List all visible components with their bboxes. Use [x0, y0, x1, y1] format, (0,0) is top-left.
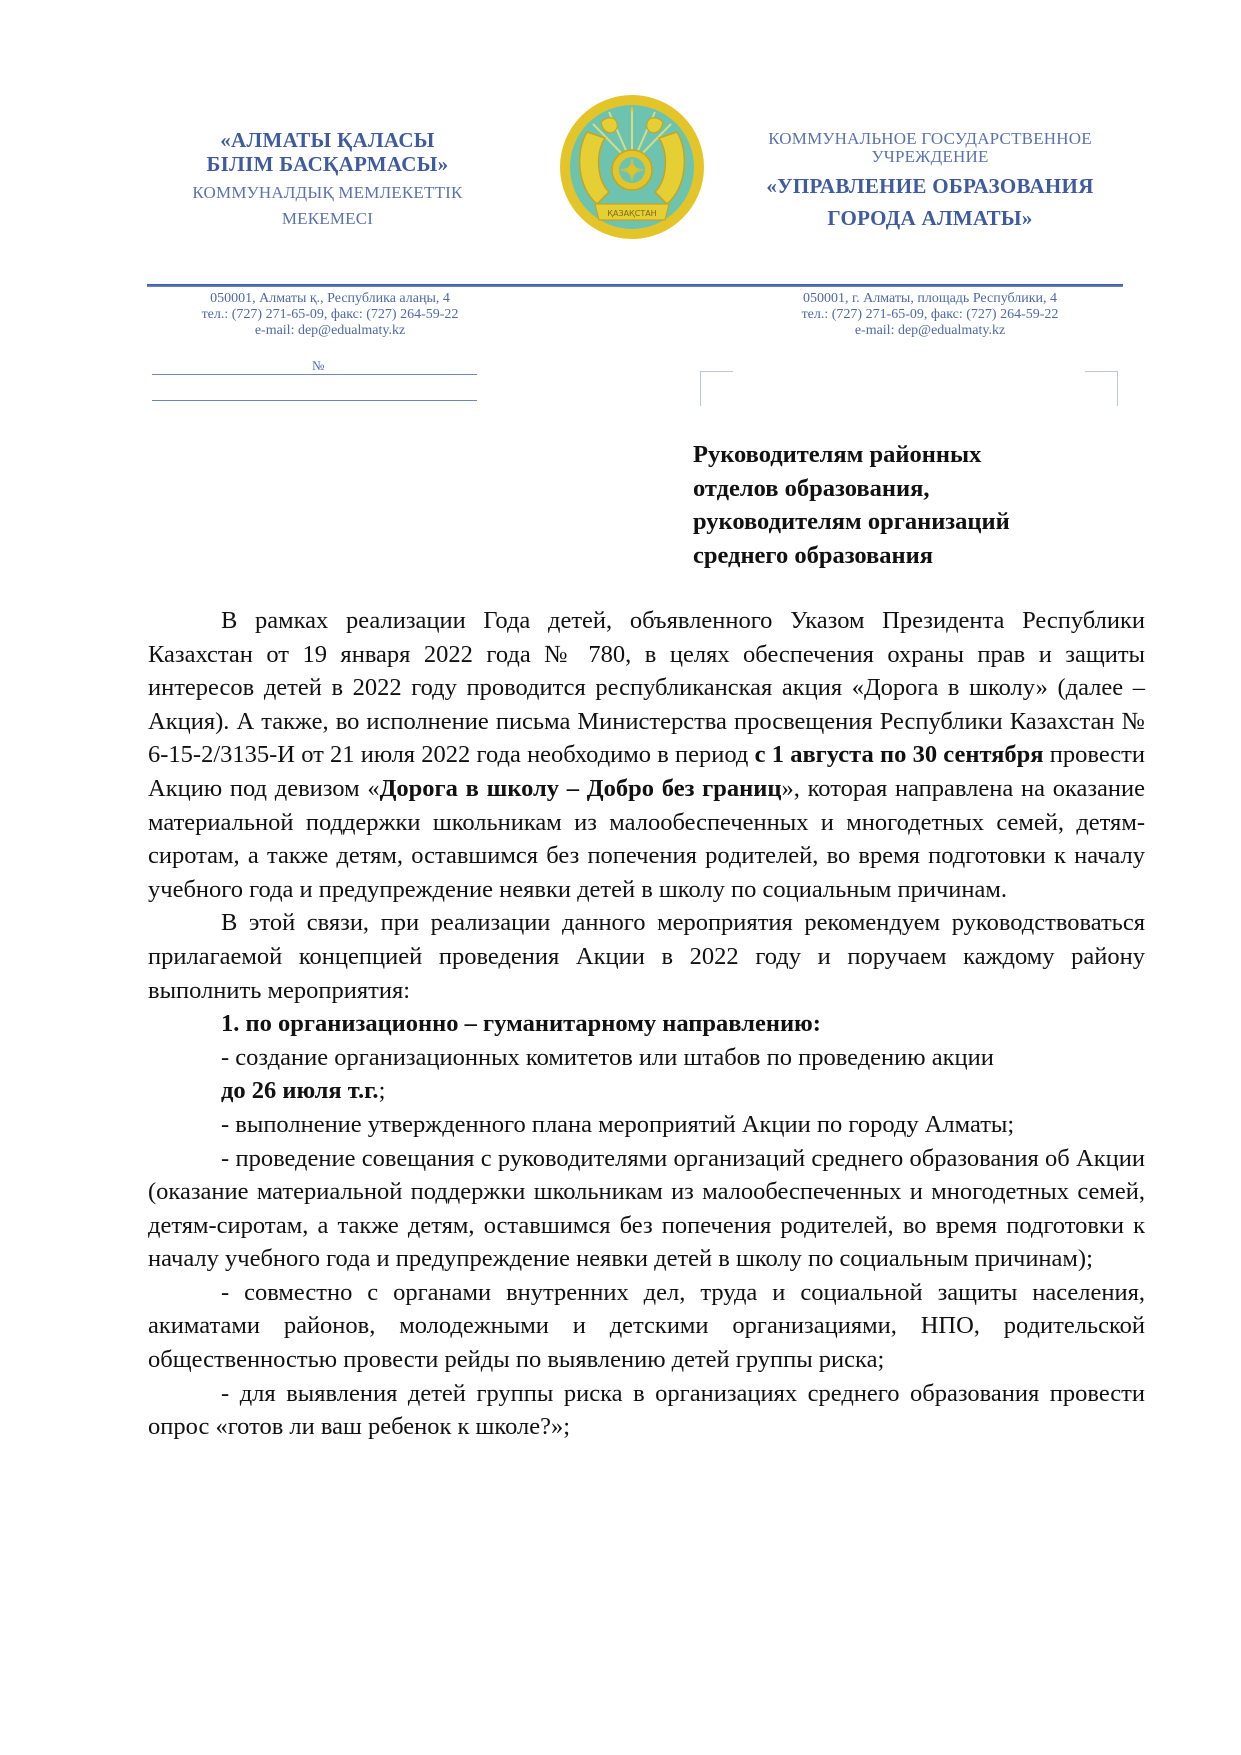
list-item: - для выявления детей группы риска в организациях среднего образования провести опрос «готов ли ваш ребенок к школе?»;	[148, 1379, 1145, 1441]
list-item	[148, 1041, 1145, 1075]
outgoing-number-field	[152, 358, 477, 375]
org-name-kazakh-line1: «АЛМАТЫ ҚАЛАСЫ	[220, 128, 435, 152]
address-russian	[745, 291, 1115, 339]
list-item-text: - создание организационных комитетов или штабов по проведению акции	[221, 1043, 994, 1071]
kazakhstan-state-emblem-icon	[557, 92, 707, 242]
list-item-continuation	[148, 1074, 1145, 1108]
recipient-box-corner-left	[700, 371, 733, 406]
paragraph-instructions: В этой связи, при реализации данного мероприятия рекомендуем руководствоваться прилагаемой концепцией проведения Акции в 2022 году и поручаем каждому району выполнить мероприятия:	[148, 909, 1145, 1004]
address-russian-phone: тел.: (727) 271-65-09, факс: (727) 264-59-22	[801, 307, 1059, 322]
letter-body	[148, 604, 1145, 1444]
address-russian-street: 050001, г. Алматы, площадь Республики, 4	[802, 291, 1058, 306]
address-kazakh	[150, 291, 510, 339]
addressee-line: Руководителям районных	[693, 441, 982, 468]
org-type-kazakh-line1: КОММУНАЛДЫҚ МЕМЛЕКЕТТІК	[192, 183, 463, 202]
org-name-russian-line2: ГОРОДА АЛМАТЫ»	[827, 206, 1033, 230]
org-name-kazakh-line2: БІЛІМ БАСҚАРМАСЫ»	[206, 152, 449, 176]
recipient-box-corner-right	[1085, 371, 1118, 406]
letterhead-left	[150, 128, 505, 228]
date-field-line	[152, 400, 477, 401]
number-sign: №	[312, 358, 325, 373]
address-russian-email: e-mail: dep@edualmaty.kz	[854, 323, 1006, 338]
address-kazakh-street: 050001, Алматы қ., Республика алаңы, 4	[210, 291, 450, 306]
campaign-period: с 1 августа по 30 сентября	[754, 741, 1044, 769]
list-item: - проведение совещания с руководителями организаций среднего образования об Акции (оказание материальной поддержки школьникам из малообеспеченных и многодетных семей, детям-сиротам, а также детям, оставшимся без попечения родителей, во время подготовки к началу учебного года и предупреждение неявки детей в школу по социальным причинам);	[148, 1144, 1145, 1273]
list-item-text: ;	[378, 1077, 386, 1105]
list-item: - совместно с органами внутренних дел, труда и социальной защиты населения, акиматами районов, молодежными и детскими организациями, НПО, родительской общественностью провести рейды по выявлению детей группы риска;	[148, 1278, 1145, 1374]
emblem-caption: ҚАЗАҚСТАН	[607, 209, 657, 218]
intro-text: провести Акцию под девизом «	[148, 741, 1145, 802]
addressee-line: среднего образования	[693, 541, 934, 569]
paragraph-intro	[148, 604, 1145, 906]
org-type-kazakh-line2: МЕКЕМЕСІ	[281, 209, 374, 228]
addressee-line: руководителям организаций	[693, 508, 1010, 535]
address-kazakh-phone: тел.: (727) 271-65-09, факс: (727) 264-59-22	[201, 307, 459, 322]
section-heading-1: 1. по организационно – гуманитарному направлению:	[221, 1010, 821, 1038]
intro-text: », которая направлена на оказание материальной поддержки школьникам из малообеспеченных и многодетных семей, детям-сиротам, а также детям, оставшимся без попечения родителей, во время подготовки к началу учебного года и предупреждение неявки детей в школу по социальным причинам.	[148, 774, 1146, 903]
org-type-russian-line2: УЧРЕЖДЕНИЕ	[871, 147, 989, 166]
letterhead-right	[745, 130, 1115, 230]
letterhead-divider	[147, 284, 1123, 287]
org-type-russian-line1: КОММУНАЛЬНОЕ ГОСУДАРСТВЕННОЕ	[768, 129, 1092, 148]
intro-text: В рамках реализации Года детей, объявленного Указом Президента Республики Казахстан от 19 января 2022 года № 780, в целях обеспечения охраны прав и защиты интересов детей в 2022 году проводится республиканская акция «Дорога в школу» (далее – Акция). А также, во исполнение письма Министерства просвещения Республики Казахстан № 6-15-2/3135-И от 21 июля 2022 года необходимо в период	[148, 607, 1145, 769]
campaign-motto: Дорога в школу – Добро без границ	[379, 774, 782, 802]
addressee-block	[693, 438, 1113, 572]
addressee-line: отделов образования,	[693, 474, 930, 502]
list-item: - выполнение утвержденного плана мероприятий Акции по городу Алматы;	[221, 1110, 1015, 1138]
org-name-russian-line1: «УПРАВЛЕНИЕ ОБРАЗОВАНИЯ	[766, 174, 1094, 198]
deadline: до 26 июля т.г.	[221, 1077, 379, 1105]
address-kazakh-email: e-mail: dep@edualmaty.kz	[254, 323, 406, 338]
